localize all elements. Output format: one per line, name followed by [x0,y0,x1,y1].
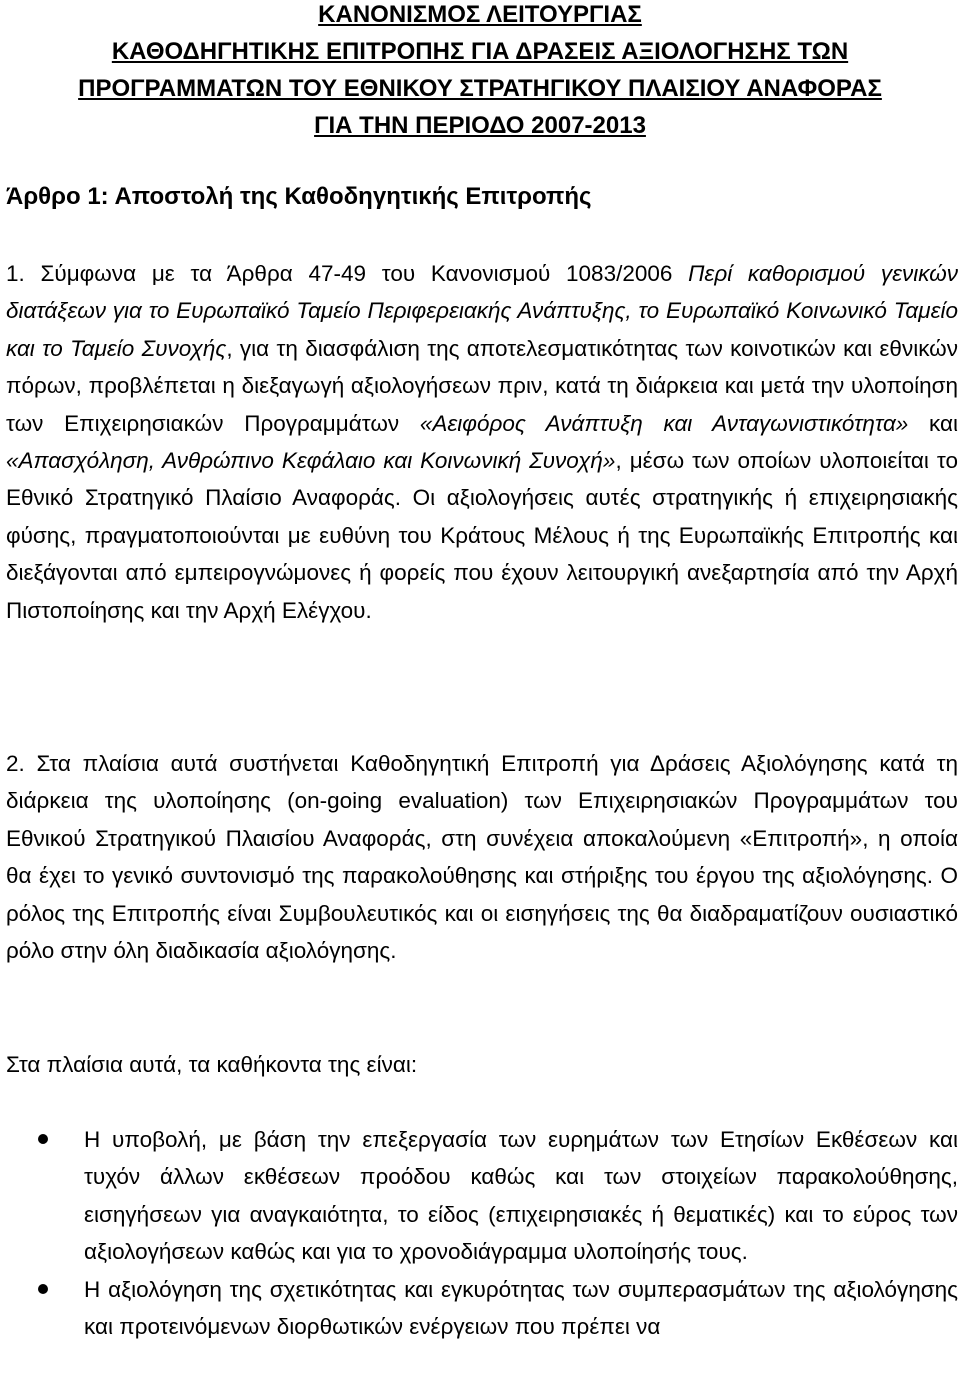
paragraph-1-text: 1. Σύμφωνα με τα Άρθρα 47-49 του Κανονισμού 1083/2006 [6,261,689,286]
paragraph-1-italic-regulation-title: Περί καθορισμού γενικών διατάξεων για το Ευρωπαϊκό Ταμείο Περιφερειακής Ανάπτυξης, το Ευρωπαϊκό Κοινωνικό Ταμείο και το Ταμείο Συνοχής [6,261,958,361]
paragraph-1-text-end: , μέσω των οποίων υλοποιείται το Εθνικό Στρατηγικό Πλαίσιο Αναφοράς. Οι αξιολογήσεις αυτές στρατηγικής ή επιχειρησιακής φύσης, πραγματοποιούνται με ευθύνη του Κράτους Μέλους ή της Ευρωπαϊκής Επιτροπής και διεξάγονται από εμπειρογνώμονες ή φορείς που έχουν λειτουργική ανεξαρτησία από την Αρχή Πιστοποίησης και την Αρχή Ελέγχου. [6,448,959,623]
title-line-3: ΠΡΟΓΡΑΜΜΑΤΩΝ ΤΟΥ ΕΘΝΙΚΟΥ ΣΤΡΑΤΗΓΙΚΟΥ ΠΛΑΙΣΙΟΥ ΑΝΑΦΟΡΑΣ [78,75,882,102]
duties-list [0,1121,960,1345]
paragraph-1-text-cont: , για τη διασφάλιση της αποτελεσματικότητας των κοινοτικών και εθνικών πόρων, προβλέπεται η διεξαγωγή αξιολογήσεων πριν, κατά τη διάρκεια και μετά την υλοποίηση των Επιχειρησιακών Προγραμμάτων [6,335,958,436]
article-heading: Άρθρο 1: Αποστολή της Καθοδηγητικής Επιτροπής [6,183,592,210]
paragraph-1 [6,255,958,629]
list-item [0,1121,960,1271]
duties-intro: Στα πλαίσια αυτά, τα καθήκοντα της είναι: [6,1052,418,1077]
paragraph-1-conjunction: και [908,410,959,436]
paragraph-1-italic-program-1: «Αειφόρος Ανάπτυξη και Ανταγωνιστικότητα» [419,410,909,436]
bullet-icon [38,1134,48,1144]
document-title [0,0,960,144]
title-line-4: ΓΙΑ ΤΗΝ ΠΕΡΙΟΔΟ 2007-2013 [314,112,646,139]
list-item [0,1271,960,1346]
title-line-1: ΚΑΝΟΝΙΣΜΟΣ ΛΕΙΤΟΥΡΓΙΑΣ [318,1,642,28]
paragraph-2: 2. Στα πλαίσια αυτά συστήνεται Καθοδηγητική Επιτροπή για Δράσεις Αξιολόγησης κατά τη διάρκεια της υλοποίησης (on-going evaluation) των Επιχειρησιακών Προγραμμάτων του Εθνικού Στρατηγικού Πλαισίου Αναφοράς, στη συνέχεια αποκαλούμενη «Επιτροπή», η οποία θα έχει το γενικό συντονισμό της παρακολούθησης και στήριξης του έργου της αξιολόγησης. Ο ρόλος της Επιτροπής είναι Συμβουλευτικός και οι εισηγήσεις της θα διαδραματίζουν ουσιαστικό ρόλο στην όλη διαδικασία αξιολόγησης. [6,751,958,964]
paragraph-1-italic-program-2: «Απασχόληση, Ανθρώπινο Κεφάλαιο και Κοινωνική Συνοχή» [6,448,616,474]
title-line-2: ΚΑΘΟΔΗΓΗΤΙΚΗΣ ΕΠΙΤΡΟΠΗΣ ΓΙΑ ΔΡΑΣΕΙΣ ΑΞΙΟΛΟΓΗΣΗΣ ΤΩΝ [111,38,849,65]
list-item-text: Η αξιολόγηση της σχετικότητας και εγκυρότητας των συμπερασμάτων της αξιολόγησης και προτεινόμενων διορθωτικών ενέργειων που πρέπει να [84,1276,958,1340]
bullet-icon [38,1284,48,1294]
list-item-text: Η υποβολή, με βάση την επεξεργασία των ευρημάτων των Ετησίων Εκθέσεων και τυχόν άλλων εκθέσεων προόδου καθώς και των στοιχείων παρακολούθησης, εισηγήσεων για αναγκαιότητα, το είδος (επιχειρησιακές ή θεματικές) και το εύρος των αξιολογήσεων καθώς και για το χρονοδιάγραμμα υλοποίησής τους. [84,1127,958,1265]
